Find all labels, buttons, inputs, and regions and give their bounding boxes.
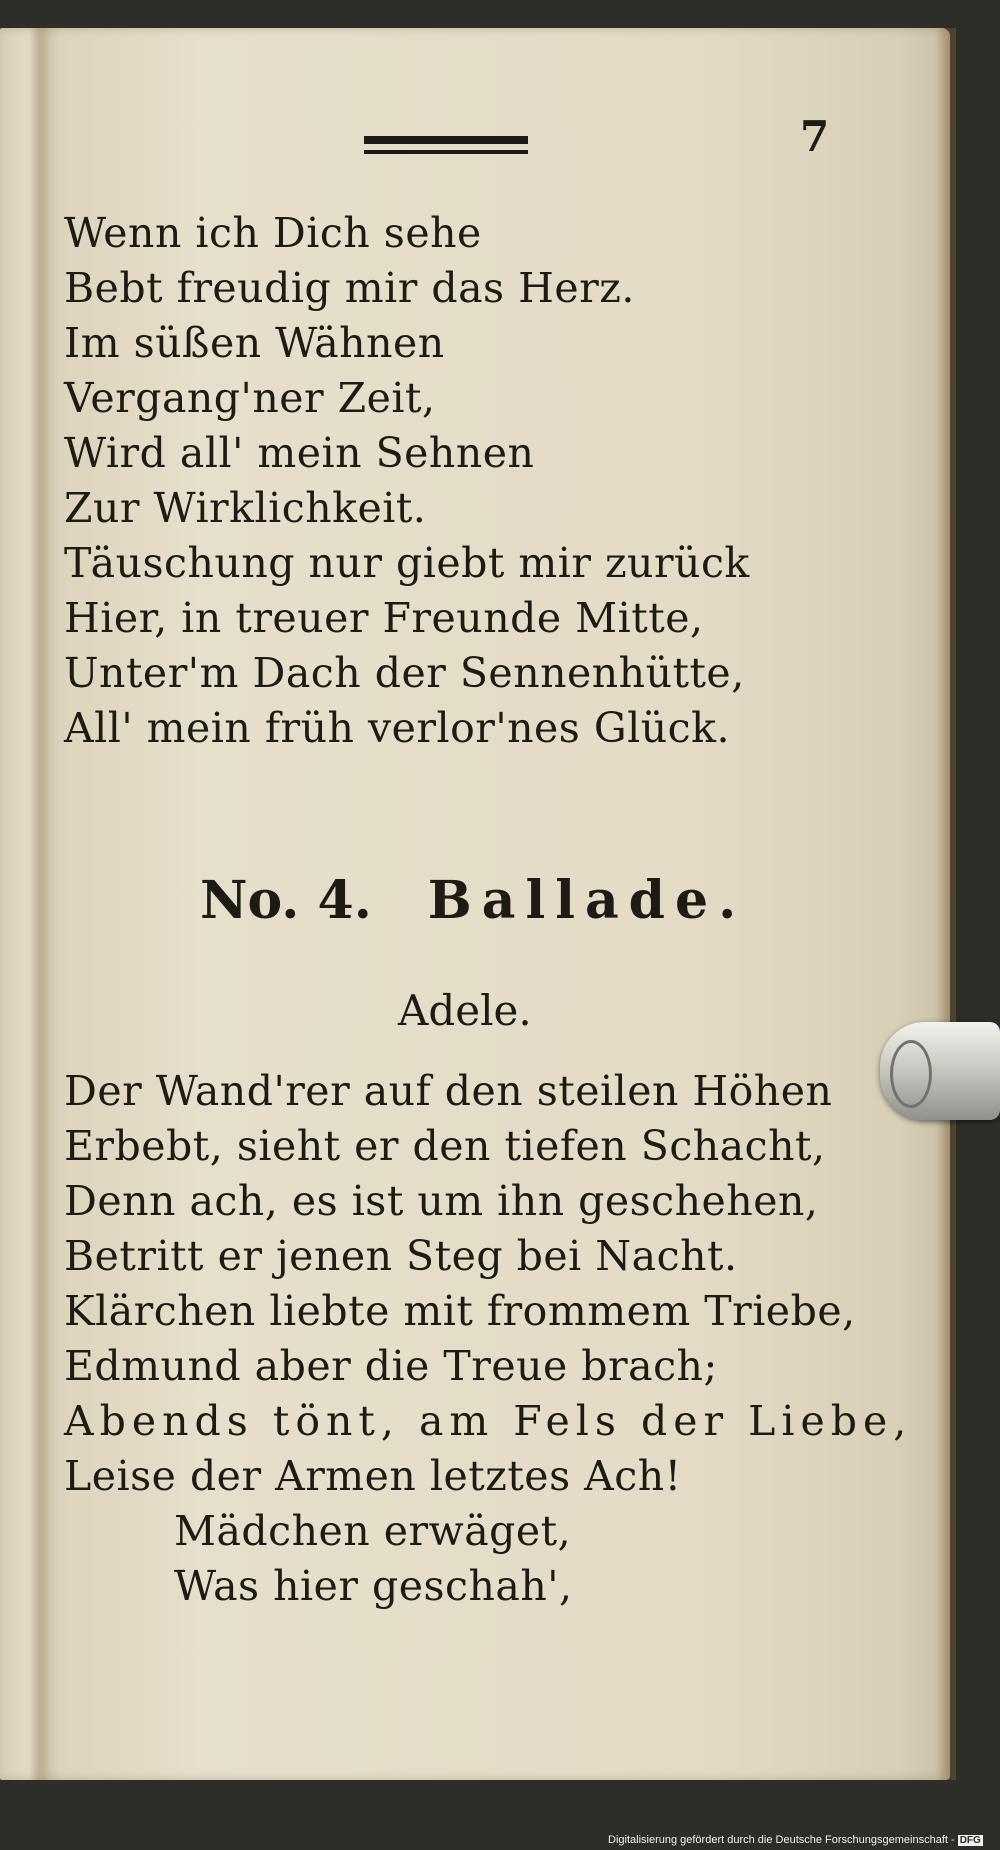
- verse-line: Abends tönt, am Fels der Liebe,: [64, 1397, 913, 1445]
- verse-line: Leise der Armen letztes Ach!: [64, 1452, 682, 1500]
- verse-line: Zur Wirklichkeit.: [64, 484, 427, 532]
- verse-line: Klärchen liebte mit frommem Triebe,: [64, 1287, 856, 1335]
- poem-stanza: [64, 206, 750, 756]
- dfg-logo: DFG: [959, 1835, 981, 1846]
- ballad-title: Ballade.: [427, 870, 747, 931]
- digitization-credit: [608, 1834, 983, 1846]
- page-clip: [880, 1022, 1000, 1120]
- verse-line: All' mein früh verlor'nes Glück.: [64, 704, 730, 752]
- verse-line: Betritt er jenen Steg bei Nacht.: [64, 1232, 738, 1280]
- verse-line: Erbebt, sieht er den tiefen Schacht,: [64, 1122, 826, 1170]
- clip-loop: [890, 1040, 932, 1108]
- verse-line: Denn ach, es ist um ihn geschehen,: [64, 1177, 819, 1225]
- ballad-subtitle: Adele.: [398, 986, 532, 1035]
- ballad-number: No. 4.: [200, 870, 372, 931]
- verse-line: Wird all' mein Sehnen: [64, 429, 535, 477]
- verse-line: Hier, in treuer Freunde Mitte,: [64, 594, 704, 642]
- verse-line: Wenn ich Dich sehe: [64, 209, 482, 257]
- verse-line: Bebt freudig mir das Herz.: [64, 264, 635, 312]
- ballad-stanza: [64, 1064, 912, 1614]
- page-edge: [936, 28, 956, 1780]
- verse-line: Mädchen erwäget,: [174, 1507, 572, 1555]
- page-gutter: [28, 28, 50, 1780]
- verse-line: Was hier geschah',: [174, 1562, 573, 1610]
- page-number: 7: [800, 112, 830, 161]
- verse-line: Edmund aber die Treue brach;: [64, 1342, 718, 1390]
- verse-line: Im süßen Wähnen: [64, 319, 445, 367]
- book-page: [0, 28, 950, 1780]
- credit-text: Digitalisierung gefördert durch die Deutsche Forschungsgemeinschaft -: [608, 1834, 955, 1846]
- verse-line: Unter'm Dach der Sennenhütte,: [64, 649, 745, 697]
- section-divider: [364, 136, 528, 158]
- verse-line: Vergang'ner Zeit,: [64, 374, 436, 422]
- ballad-heading: [200, 870, 746, 931]
- verse-line: Täuschung nur giebt mir zurück: [64, 539, 750, 587]
- verse-line: Der Wand'rer auf den steilen Höhen: [64, 1067, 833, 1115]
